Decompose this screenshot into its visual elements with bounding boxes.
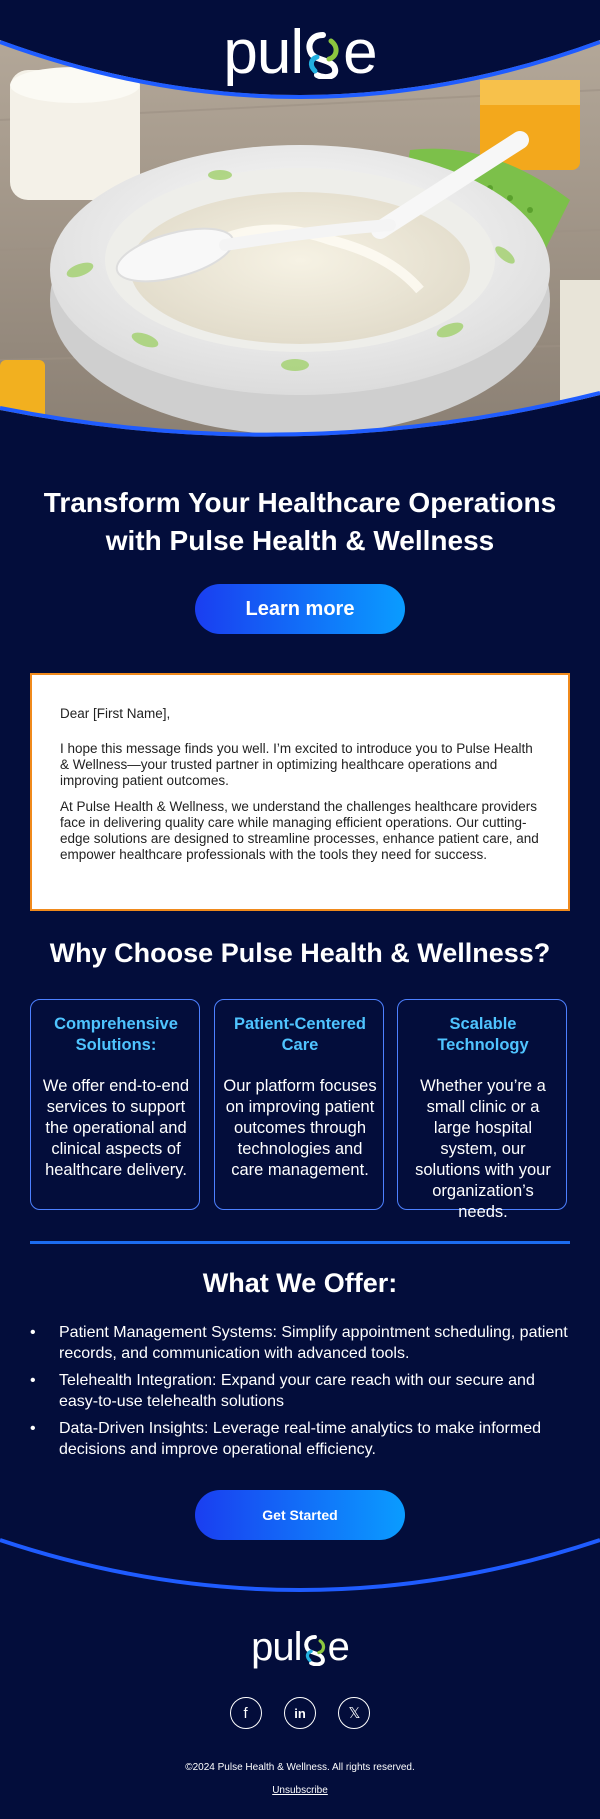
offer-item-text: Data-Driven Insights: Leverage real-time analytics to make informed decisions and improve operational efficiency. bbox=[59, 1420, 541, 1458]
learn-more-button[interactable]: Learn more bbox=[195, 584, 405, 634]
card-body: We offer end-to-end services to support the operational and clinical aspects of healthcare delivery. bbox=[42, 1077, 190, 1179]
bullet-icon: • bbox=[30, 1324, 36, 1341]
offer-list bbox=[30, 1322, 575, 1466]
header-logo[interactable] bbox=[0, 18, 600, 87]
letter-paragraph-1: I hope this message finds you well. I’m excited to introduce you to Pulse Health & Wellness—your trusted partner in optimizing healthcare operations and improving patient outcomes. bbox=[60, 741, 533, 788]
logo-text-right: e bbox=[343, 18, 377, 87]
facebook-icon[interactable]: f bbox=[230, 1697, 262, 1729]
list-item bbox=[30, 1418, 575, 1460]
what-we-offer-heading: What We Offer: bbox=[202, 1268, 398, 1298]
card-body: Our platform focuses on improving patient outcomes through technologies and care management. bbox=[223, 1077, 377, 1179]
bullet-icon: • bbox=[30, 1420, 36, 1437]
copyright-text: ©2024 Pulse Health & Wellness. All rights reserved. bbox=[185, 1762, 415, 1773]
feature-card-patient-centered bbox=[214, 999, 384, 1210]
list-item bbox=[30, 1322, 575, 1364]
feature-card-comprehensive bbox=[30, 999, 200, 1210]
x-icon[interactable]: 𝕏 bbox=[338, 1697, 370, 1729]
card-title: Patient-Centered Care bbox=[233, 1015, 367, 1054]
social-links bbox=[0, 1697, 600, 1733]
logo-text-right: e bbox=[327, 1625, 349, 1669]
pulse-swirl-icon bbox=[302, 1634, 328, 1671]
hero-banner bbox=[0, 0, 600, 448]
section-divider bbox=[30, 1241, 570, 1244]
logo-text-left: pul bbox=[251, 1625, 302, 1669]
footer-logo[interactable] bbox=[0, 1627, 600, 1671]
card-title: Scalable Technology bbox=[437, 1015, 529, 1054]
linkedin-icon[interactable]: in bbox=[284, 1697, 316, 1729]
unsubscribe-link[interactable]: Unsubscribe bbox=[272, 1785, 328, 1796]
headline bbox=[20, 484, 580, 560]
feature-card-scalable bbox=[397, 999, 567, 1221]
intro-letter bbox=[30, 673, 570, 911]
letter-greeting: Dear [First Name], bbox=[60, 706, 171, 721]
card-title: Comprehensive Solutions: bbox=[54, 1015, 178, 1054]
unsubscribe-row bbox=[0, 1785, 600, 1796]
get-started-button[interactable]: Get Started bbox=[195, 1490, 405, 1540]
bullet-icon: • bbox=[30, 1372, 36, 1389]
offer-item-text: Patient Management Systems: Simplify appointment scheduling, patient records, and communication with advanced tools. bbox=[59, 1324, 568, 1362]
card-body: Whether you’re a small clinic or a large hospital system, our solutions with your organization’s needs. bbox=[415, 1077, 551, 1221]
pulse-swirl-icon bbox=[303, 31, 343, 84]
letter-paragraph-2: At Pulse Health & Wellness, we understand the challenges healthcare providers face in delivering quality care while managing efficient operations. Our cutting-edge solutions are designed to streamline processes, enhance patient care, and empower healthcare professionals with the tools they need for success. bbox=[60, 799, 539, 862]
list-item bbox=[30, 1370, 575, 1412]
headline-line2: with Pulse Health & Wellness bbox=[105, 525, 495, 556]
logo-text-left: pul bbox=[223, 18, 304, 87]
offer-item-text: Telehealth Integration: Expand your care reach with our secure and easy-to-use telehealth solutions bbox=[59, 1372, 535, 1410]
why-choose-heading: Why Choose Pulse Health & Wellness? bbox=[49, 938, 551, 968]
headline-line1: Transform Your Healthcare Operations bbox=[43, 487, 557, 518]
